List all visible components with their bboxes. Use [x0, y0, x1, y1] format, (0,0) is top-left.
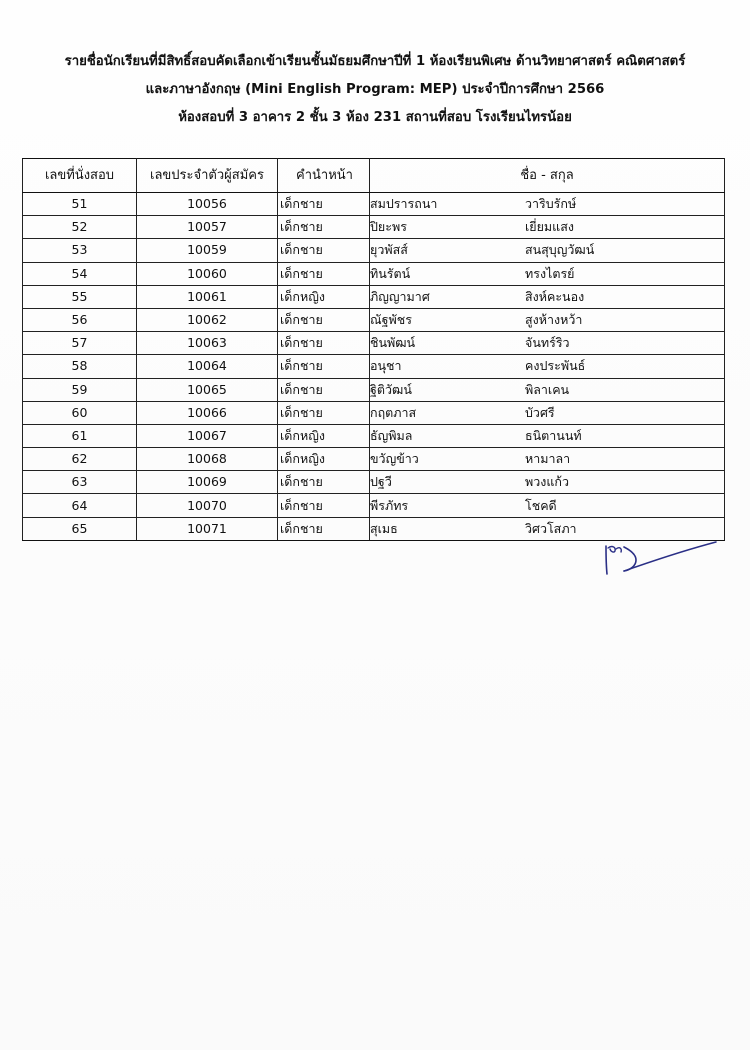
- name-cell: [370, 193, 725, 216]
- name-cell: [370, 332, 725, 355]
- title-cell: เด็กชาย: [278, 355, 370, 378]
- name-cell: [370, 378, 725, 401]
- header-line-1: รายชื่อนักเรียนที่มีสิทธิ์สอบคัดเลือกเข้าเรียนชั้นมัธยมศึกษาปีที่ 1 ห้องเรียนพิเศษ ด้านวิทยาศาสตร์ คณิตศาสตร์: [64, 54, 686, 69]
- table-row: [23, 448, 725, 471]
- applicant-id-cell: 10056: [137, 193, 278, 216]
- table-row: [23, 239, 725, 262]
- last-name: ธนิตานนท์: [525, 427, 582, 443]
- first-name: ขวัญข้าว: [370, 451, 419, 467]
- title-cell: เด็กชาย: [278, 401, 370, 424]
- column-header-title: คำนำหน้า: [278, 159, 370, 193]
- first-name: ฐิติวัฒน์: [370, 381, 412, 397]
- name-cell: [370, 471, 725, 494]
- applicant-id-cell: 10057: [137, 216, 278, 239]
- last-name: บัวศรี: [525, 404, 555, 420]
- first-name: ณัฐพัชร: [370, 312, 412, 328]
- table-row: [23, 424, 725, 447]
- last-name: สนสุบุญวัฒน์: [525, 242, 595, 258]
- table-row: [23, 285, 725, 308]
- last-name: จันทร์ริว: [525, 335, 570, 351]
- first-name: ยุวพัสส์: [370, 242, 408, 258]
- table-row: [23, 494, 725, 517]
- last-name: หามาลา: [525, 451, 571, 467]
- seat-number-cell: 56: [23, 308, 137, 331]
- last-name: พวงแก้ว: [525, 474, 570, 490]
- table-header-row: [23, 159, 725, 193]
- applicant-id-cell: 10061: [137, 285, 278, 308]
- title-cell: เด็กหญิง: [278, 424, 370, 447]
- table-row: [23, 517, 725, 540]
- applicant-id-cell: 10069: [137, 471, 278, 494]
- last-name: คงประพันธ์: [525, 358, 586, 374]
- seat-number-cell: 54: [23, 262, 137, 285]
- seat-number-cell: 55: [23, 285, 137, 308]
- applicant-id-cell: 10068: [137, 448, 278, 471]
- applicant-id-cell: 10065: [137, 378, 278, 401]
- applicant-id-cell: 10071: [137, 517, 278, 540]
- last-name: พิลาเคน: [525, 381, 570, 397]
- last-name: เยี่ยมแสง: [525, 219, 574, 235]
- applicant-id-cell: 10062: [137, 308, 278, 331]
- seat-number-cell: 59: [23, 378, 137, 401]
- name-cell: [370, 216, 725, 239]
- first-name: ภิญญามาศ: [370, 288, 430, 304]
- title-cell: เด็กหญิง: [278, 285, 370, 308]
- title-cell: เด็กชาย: [278, 517, 370, 540]
- seat-number-cell: 61: [23, 424, 137, 447]
- name-cell: [370, 448, 725, 471]
- last-name: ทรงไตรย์: [525, 265, 575, 281]
- seat-number-cell: 65: [23, 517, 137, 540]
- last-name: วาริบรักษ์: [525, 196, 577, 212]
- seat-number-cell: 62: [23, 448, 137, 471]
- applicant-id-cell: 10059: [137, 239, 278, 262]
- last-name: สิงห์คะนอง: [525, 288, 585, 304]
- seat-number-cell: 63: [23, 471, 137, 494]
- applicant-id-cell: 10067: [137, 424, 278, 447]
- last-name: สูงห้างหว้า: [525, 312, 583, 328]
- name-cell: [370, 262, 725, 285]
- table-row: [23, 193, 725, 216]
- title-cell: เด็กชาย: [278, 262, 370, 285]
- document-header: [0, 48, 750, 132]
- table-row: [23, 471, 725, 494]
- column-header-name: ชื่อ - สกุล: [370, 159, 725, 193]
- first-name: สมปรารถนา: [370, 196, 438, 212]
- name-cell: [370, 239, 725, 262]
- applicant-id-cell: 10064: [137, 355, 278, 378]
- signature-icon: [598, 540, 720, 582]
- title-cell: เด็กชาย: [278, 494, 370, 517]
- column-header-seat: เลขที่นั่งสอบ: [23, 159, 137, 193]
- title-cell: เด็กชาย: [278, 378, 370, 401]
- applicant-id-cell: 10060: [137, 262, 278, 285]
- first-name: สุเมธ: [370, 520, 398, 536]
- seat-number-cell: 51: [23, 193, 137, 216]
- seat-number-cell: 52: [23, 216, 137, 239]
- title-cell: เด็กชาย: [278, 216, 370, 239]
- seat-number-cell: 64: [23, 494, 137, 517]
- table-row: [23, 355, 725, 378]
- table-row: [23, 308, 725, 331]
- first-name: กฤตภาส: [370, 404, 417, 420]
- first-name: ทินรัตน์: [370, 265, 411, 281]
- table-row: [23, 401, 725, 424]
- last-name: โชคดี: [525, 497, 557, 513]
- title-cell: เด็กชาย: [278, 193, 370, 216]
- title-cell: เด็กหญิง: [278, 448, 370, 471]
- header-line-3: ห้องสอบที่ 3 อาคาร 2 ชั้น 3 ห้อง 231 สถานที่สอบ โรงเรียนไทรน้อย: [178, 110, 572, 125]
- name-cell: [370, 424, 725, 447]
- first-name: ปฐวี: [370, 474, 392, 490]
- seat-number-cell: 60: [23, 401, 137, 424]
- seat-number-cell: 58: [23, 355, 137, 378]
- applicant-id-cell: 10070: [137, 494, 278, 517]
- table-row: [23, 262, 725, 285]
- table-body: [23, 193, 725, 541]
- name-cell: [370, 308, 725, 331]
- name-cell: [370, 285, 725, 308]
- name-cell: [370, 355, 725, 378]
- first-name: ปิยะพร: [370, 219, 407, 235]
- name-cell: [370, 494, 725, 517]
- table-row: [23, 378, 725, 401]
- first-name: พีรภัทร: [370, 497, 409, 513]
- first-name: ธัญพิมล: [370, 427, 413, 443]
- first-name: ชินพัฒน์: [370, 335, 416, 351]
- table-row: [23, 216, 725, 239]
- first-name: อนุชา: [370, 358, 402, 374]
- name-cell: [370, 517, 725, 540]
- seat-number-cell: 53: [23, 239, 137, 262]
- title-cell: เด็กชาย: [278, 239, 370, 262]
- table-row: [23, 332, 725, 355]
- column-header-applicant-id: เลขประจำตัวผู้สมัคร: [137, 159, 278, 193]
- applicant-id-cell: 10063: [137, 332, 278, 355]
- last-name: วิศวโสภา: [525, 520, 577, 536]
- seat-number-cell: 57: [23, 332, 137, 355]
- header-line-2: และภาษาอังกฤษ (Mini English Program: MEP) ประจำปีการศึกษา 2566: [145, 82, 605, 97]
- name-cell: [370, 401, 725, 424]
- title-cell: เด็กชาย: [278, 308, 370, 331]
- candidate-table: [22, 158, 725, 541]
- title-cell: เด็กชาย: [278, 471, 370, 494]
- title-cell: เด็กชาย: [278, 332, 370, 355]
- applicant-id-cell: 10066: [137, 401, 278, 424]
